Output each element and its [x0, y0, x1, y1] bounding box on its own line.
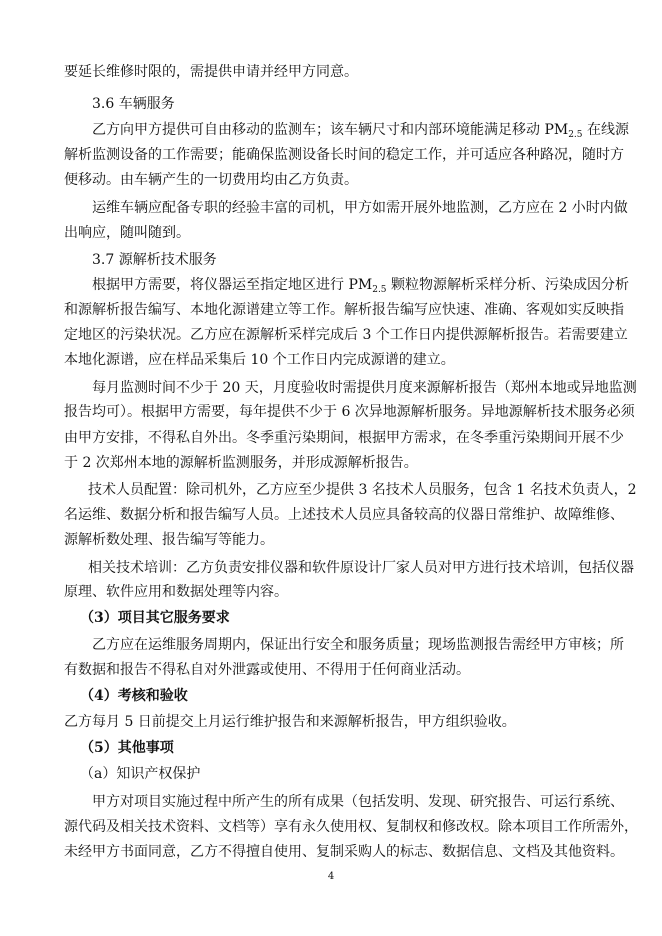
- text-line: 源代码及相关技术资料、文档等）享有永久使用权、复制权和修改权。除本项目工作所需外，: [64, 819, 638, 835]
- text-line: 每月监测时间不少于 20 天，月度验收时需提供月度来源解析报告（郑州本地或异地监测: [92, 380, 637, 396]
- text-line: 源解析数处理、报告编写等能力。: [64, 532, 274, 548]
- text-line: 定地区的污染状况。乙方应在源解析采样完成后 3 个工作日内提供源解析报告。若需要建立: [64, 327, 628, 343]
- text-line: 报告均可）。根据甲方需要，每年提供不少于 6 次异地源解析服务。异地源解析技术服务必须: [64, 404, 635, 420]
- text-line: 于 2 次郑州本地的源解析监测服务，并形成源解析报告。: [64, 455, 418, 471]
- text-line: 乙方每月 5 日前提交上月运行维护报告和来源解析报告，甲方组织验收。: [64, 714, 516, 730]
- text-span: 根据甲方需要，将仪器运至指定地区进行 PM: [92, 277, 373, 293]
- section-heading-3-6: 3.6 车辆服务: [92, 96, 175, 112]
- text-line: [64, 273, 629, 297]
- text-line: 原理、软件应用和数据处理等内容。: [64, 584, 288, 600]
- text-line: 要延长维修时限的，需提供申请并经甲方同意。: [64, 64, 358, 80]
- section-heading-5: （5）其他事项: [80, 740, 174, 756]
- text-line: 乙方应在运维服务周期内，保证出行安全和服务质量；现场监测报告需经甲方审核；所: [92, 637, 624, 653]
- subsection-heading-a: （a）知识产权保护: [80, 766, 201, 782]
- subscript: 2.5: [372, 285, 387, 295]
- text-line: 名运维、数据分析和报告编写人员。上述技术人员应具备较高的仪器日常维护、故障维修、: [64, 507, 624, 523]
- section-heading-3-7: 3.7 源解析技术服务: [92, 252, 217, 268]
- text-line: 出响应，随叫随到。: [64, 225, 190, 241]
- text-line: [64, 118, 629, 142]
- section-heading-4: （4）考核和验收: [80, 688, 188, 704]
- text-line: 相关技术培训：乙方负责安排仪器和软件原设计厂家人员对甲方进行技术培训，包括仪器: [88, 560, 634, 576]
- section-heading-3: （3）项目其它服务要求: [80, 610, 230, 626]
- text-span: 颗粒物源解析采样分析、污染成因分析: [386, 277, 629, 293]
- subscript: 2.5: [568, 130, 583, 140]
- text-line: 有数据和报告不得私自对外泄露或使用、不得用于任何商业活动。: [64, 662, 470, 678]
- text-line: 由甲方安排，不得私自外出。冬季重污染期间，根据甲方需求，在冬季重污染期间开展不少: [64, 430, 624, 446]
- text-line: 便移动。由车辆产生的一切费用均由乙方负责。: [64, 172, 358, 188]
- text-span: 在线源: [582, 122, 629, 138]
- text-line: 技术人员配置：除司机外，乙方应至少提供 3 名技术人员服务，包含 1 名技术负责人，2: [88, 482, 637, 498]
- text-line: 解析监测设备的工作需要；能确保监测设备长时间的稳定工作，并可适应各种路况，随时方: [64, 147, 624, 163]
- text-line: 和源解析报告编写、本地化源谱建立等工作。解析报告编写应快速、准确、客观如实反映指: [64, 302, 624, 318]
- text-line: 本地化源谱，应在样品采集后 10 个工作日内完成源谱的建立。: [64, 352, 455, 368]
- text-line: 甲方对项目实施过程中所产生的所有成果（包括发明、发现、研究报告、可运行系统、: [92, 794, 624, 810]
- page-number: 4: [327, 871, 335, 882]
- text-line: 运维车辆应配备专职的经验丰富的司机，甲方如需开展外地监测，乙方应在 2 小时内做: [92, 200, 628, 216]
- text-span: 乙方向甲方提供可自由移动的监测车；该车辆尺寸和内部环境能满足移动 PM: [92, 122, 569, 138]
- text-line: 未经甲方书面同意，乙方不得擅自使用、复制采购人的标志、数据信息、文档及其他资料。: [64, 844, 624, 860]
